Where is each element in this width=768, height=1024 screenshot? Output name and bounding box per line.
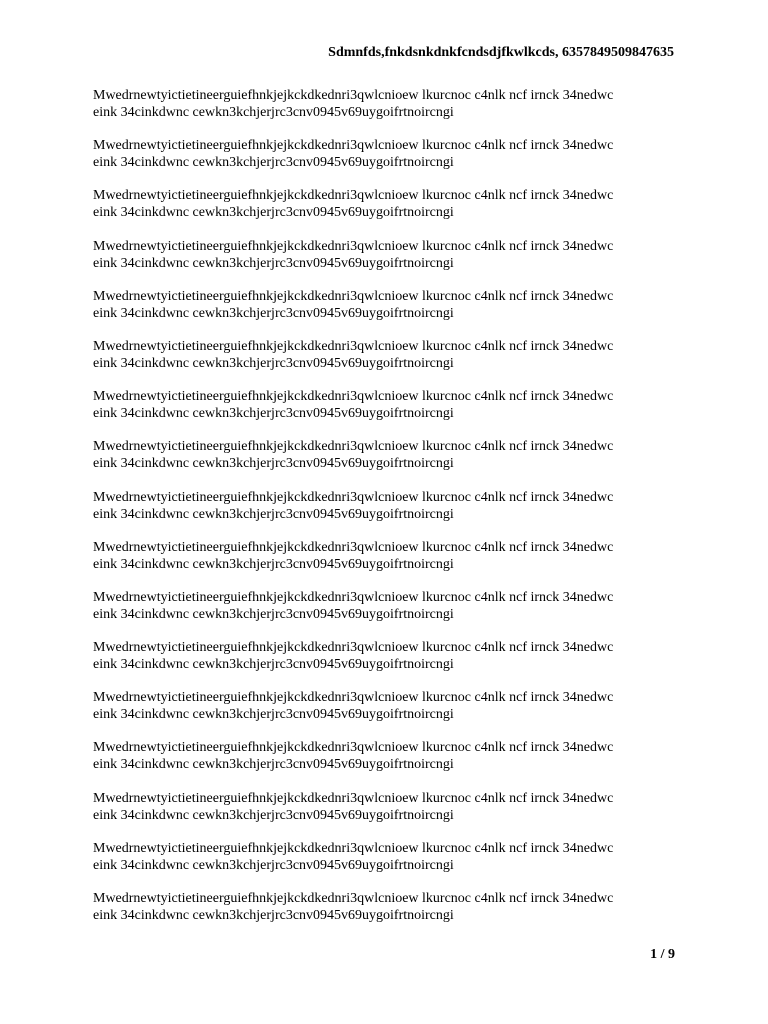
body-paragraph	[93, 539, 683, 573]
body-paragraph	[93, 489, 683, 523]
paragraph-line: Mwedrnewtyictietineerguiefhnkjejkckdkednri3qwlcnioew lkurcnoc c4nlk ncf irnck 34nedwc	[93, 138, 614, 154]
paragraph-line: Mwedrnewtyictietineerguiefhnkjejkckdkednri3qwlcnioew lkurcnoc c4nlk ncf irnck 34nedwc	[93, 489, 614, 505]
paragraph-line: Mwedrnewtyictietineerguiefhnkjejkckdkednri3qwlcnioew lkurcnoc c4nlk ncf irnck 34nedwc	[93, 840, 614, 856]
paragraph-line: eink 34cinkdwnc cewkn3kchjerjrc3cnv0945v69uygoifrtnoircngi	[93, 757, 454, 773]
body-paragraph	[93, 288, 683, 322]
paragraph-line: eink 34cinkdwnc cewkn3kchjerjrc3cnv0945v69uygoifrtnoircngi	[93, 857, 454, 873]
paragraph-line: eink 34cinkdwnc cewkn3kchjerjrc3cnv0945v69uygoifrtnoircngi	[93, 205, 454, 221]
paragraph-line: eink 34cinkdwnc cewkn3kchjerjrc3cnv0945v69uygoifrtnoircngi	[93, 406, 454, 422]
paragraph-line: Mwedrnewtyictietineerguiefhnkjejkckdkednri3qwlcnioew lkurcnoc c4nlk ncf irnck 34nedwc	[93, 891, 614, 906]
paragraph-line: Mwedrnewtyictietineerguiefhnkjejkckdkednri3qwlcnioew lkurcnoc c4nlk ncf irnck 34nedwc	[93, 690, 614, 706]
paragraph-line: Mwedrnewtyictietineerguiefhnkjejkckdkednri3qwlcnioew lkurcnoc c4nlk ncf irnck 34nedwc	[93, 88, 614, 103]
paragraph-line: Mwedrnewtyictietineerguiefhnkjejkckdkednri3qwlcnioew lkurcnoc c4nlk ncf irnck 34nedwc	[93, 589, 614, 605]
paragraph-line: eink 34cinkdwnc cewkn3kchjerjrc3cnv0945v69uygoifrtnoircngi	[93, 105, 454, 120]
paragraph-line: eink 34cinkdwnc cewkn3kchjerjrc3cnv0945v69uygoifrtnoircngi	[93, 355, 454, 371]
body-paragraph	[93, 137, 683, 171]
body-paragraph	[93, 739, 683, 773]
page-number: 1 / 9	[650, 947, 675, 962]
paragraph-line: Mwedrnewtyictietineerguiefhnkjejkckdkednri3qwlcnioew lkurcnoc c4nlk ncf irnck 34nedwc	[93, 740, 614, 756]
paragraph-line: eink 34cinkdwnc cewkn3kchjerjrc3cnv0945v69uygoifrtnoircngi	[93, 657, 454, 673]
paragraph-line: eink 34cinkdwnc cewkn3kchjerjrc3cnv0945v69uygoifrtnoircngi	[93, 707, 454, 723]
paragraph-line: Mwedrnewtyictietineerguiefhnkjejkckdkednri3qwlcnioew lkurcnoc c4nlk ncf irnck 34nedwc	[93, 238, 614, 254]
body-paragraph	[93, 639, 683, 673]
paragraph-line: Mwedrnewtyictietineerguiefhnkjejkckdkednri3qwlcnioew lkurcnoc c4nlk ncf irnck 34nedwc	[93, 539, 614, 555]
body-paragraph	[93, 890, 683, 924]
paragraph-line: eink 34cinkdwnc cewkn3kchjerjrc3cnv0945v69uygoifrtnoircngi	[93, 908, 454, 923]
paragraph-line: eink 34cinkdwnc cewkn3kchjerjrc3cnv0945v69uygoifrtnoircngi	[93, 255, 454, 271]
paragraph-line: Mwedrnewtyictietineerguiefhnkjejkckdkednri3qwlcnioew lkurcnoc c4nlk ncf irnck 34nedwc	[93, 790, 614, 806]
paragraph-line: Mwedrnewtyictietineerguiefhnkjejkckdkednri3qwlcnioew lkurcnoc c4nlk ncf irnck 34nedwc	[93, 188, 614, 204]
document-body	[93, 87, 683, 940]
body-paragraph	[93, 589, 683, 623]
paragraph-line: Mwedrnewtyictietineerguiefhnkjejkckdkednri3qwlcnioew lkurcnoc c4nlk ncf irnck 34nedwc	[93, 389, 614, 405]
paragraph-line: eink 34cinkdwnc cewkn3kchjerjrc3cnv0945v69uygoifrtnoircngi	[93, 506, 454, 522]
body-paragraph	[93, 438, 683, 472]
paragraph-line: eink 34cinkdwnc cewkn3kchjerjrc3cnv0945v69uygoifrtnoircngi	[93, 155, 454, 171]
page-header: Sdmnfds,fnkdsnkdnkfcndsdjfkwlkcds, 6357849509847635	[328, 45, 674, 60]
body-paragraph	[93, 388, 683, 422]
paragraph-line: Mwedrnewtyictietineerguiefhnkjejkckdkednri3qwlcnioew lkurcnoc c4nlk ncf irnck 34nedwc	[93, 288, 614, 304]
paragraph-line: Mwedrnewtyictietineerguiefhnkjejkckdkednri3qwlcnioew lkurcnoc c4nlk ncf irnck 34nedwc	[93, 338, 614, 354]
paragraph-line: eink 34cinkdwnc cewkn3kchjerjrc3cnv0945v69uygoifrtnoircngi	[93, 456, 454, 472]
body-paragraph	[93, 187, 683, 221]
paragraph-line: Mwedrnewtyictietineerguiefhnkjejkckdkednri3qwlcnioew lkurcnoc c4nlk ncf irnck 34nedwc	[93, 439, 614, 455]
body-paragraph	[93, 87, 683, 121]
paragraph-line: Mwedrnewtyictietineerguiefhnkjejkckdkednri3qwlcnioew lkurcnoc c4nlk ncf irnck 34nedwc	[93, 640, 614, 656]
body-paragraph	[93, 689, 683, 723]
body-paragraph	[93, 238, 683, 272]
body-paragraph	[93, 840, 683, 874]
body-paragraph	[93, 790, 683, 824]
body-paragraph	[93, 338, 683, 372]
paragraph-line: eink 34cinkdwnc cewkn3kchjerjrc3cnv0945v69uygoifrtnoircngi	[93, 807, 454, 823]
paragraph-line: eink 34cinkdwnc cewkn3kchjerjrc3cnv0945v69uygoifrtnoircngi	[93, 606, 454, 622]
paragraph-line: eink 34cinkdwnc cewkn3kchjerjrc3cnv0945v69uygoifrtnoircngi	[93, 305, 454, 321]
paragraph-line: eink 34cinkdwnc cewkn3kchjerjrc3cnv0945v69uygoifrtnoircngi	[93, 556, 454, 572]
